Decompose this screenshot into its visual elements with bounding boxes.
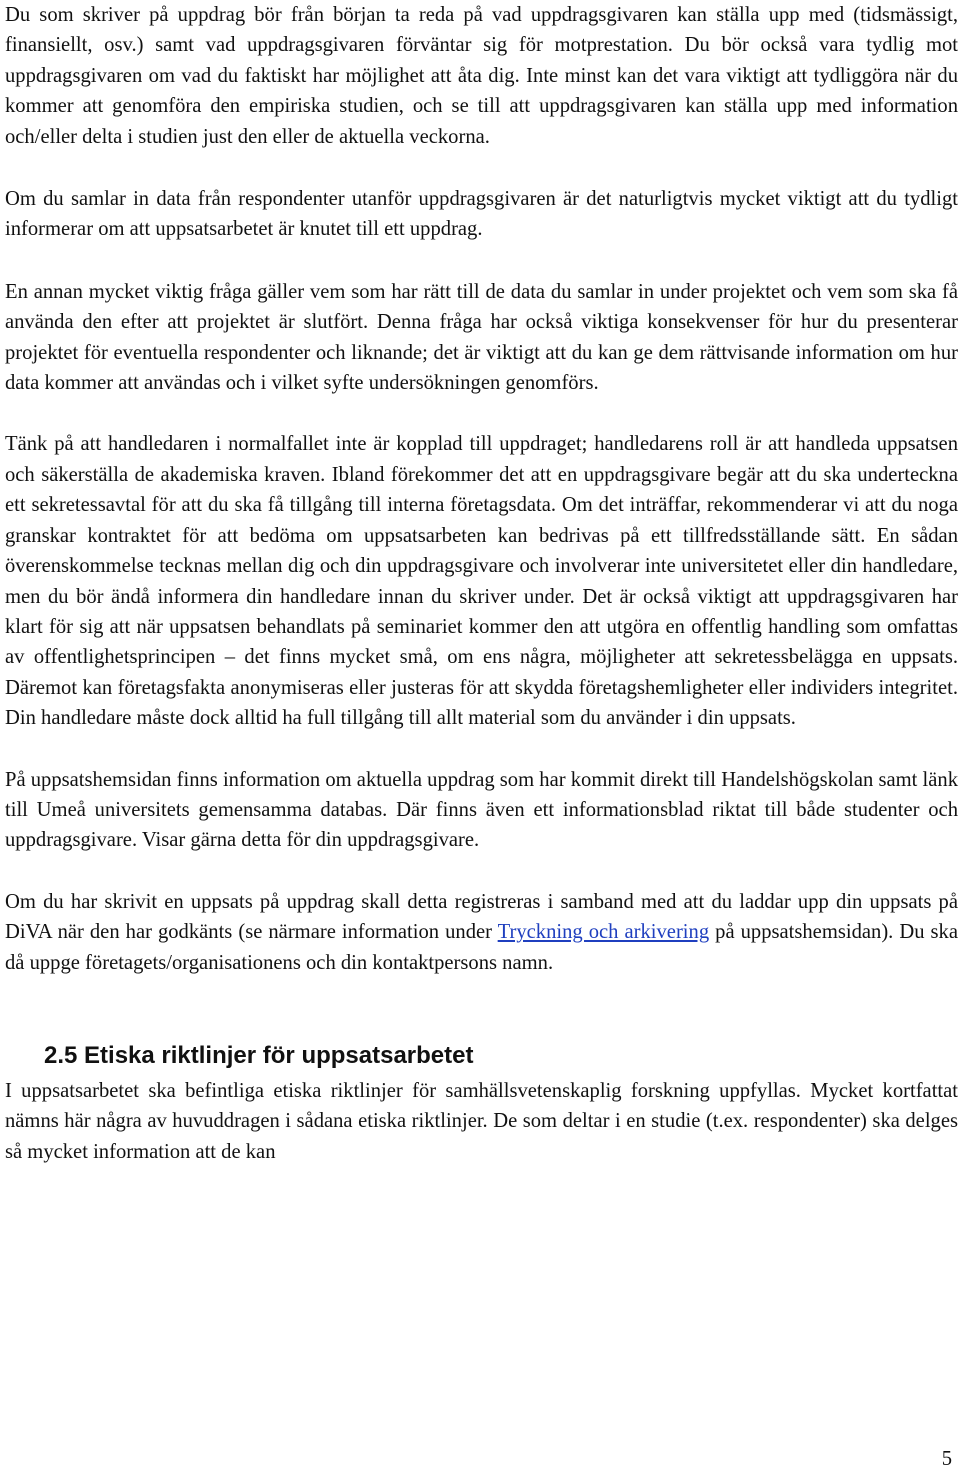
paragraph-external-respondents: Om du samlar in data från respondenter utanför uppdragsgivaren är det naturligtvis mycket viktigt att du tydligt informerar om att uppsatsarbetet är knutet till ett uppdrag. — [5, 188, 958, 241]
paragraph-ethical-guidelines: I uppsatsarbetet ska befintliga etiska riktlinjer för samhällsvetenskaplig forskning uppfyllas. Mycket kortfattat nämns här några av huvuddragen i sådana etiska riktlinjer. De som deltar i en studie (t.ex. respondenter) ska delges så mycket information att de kan — [5, 1079, 958, 1163]
document-page — [5, 0, 958, 1167]
paragraph-supervisor-confidentiality: Tänk på att handledaren i normalfallet inte är kopplad till uppdraget; handledarens roll är att handleda uppsatsen och säkerställa de akademiska kraven. Ibland förekommer det att en uppdragsgivare begär att du ska underteckna ett sekretessavtal för att du ska få tillgång till interna företagsdata. Om det inträffar, rekommenderar vi att du noga granskar kontraktet för att bedöma om uppsatsarbeten kan bedrivas på ett tillfredsställande sätt. En sådan överenskommelse tecknas mellan dig och din uppdragsgivare och involverar inte universitetet eller din handledare, men du bör ändå informera din handledare innan du skriver under. Det är också viktigt att uppdragsgivaren har klart för sig att när uppsatsen behandlats på seminariet kommer den att utgöra en offentlig handling som omfattas av offentlighetsprincipen – det finns mycket små, om ens några, möjligheter att sekretessbelägga en uppsats. Däremot kan företagsfakta anonymiseras eller justeras för att skydda företagshemligheter eller individers integritet. Din handledare måste dock alltid ha full tillgång till allt material som du använder i din uppsats. — [5, 433, 958, 730]
paragraph-assignment-expectations: Du som skriver på uppdrag bör från början ta reda på vad uppdragsgivaren kan ställa upp med (tidsmässigt, finansiellt, osv.) samt vad uppdragsgivaren förväntar sig för motprestation. Du bör också vara tydlig mot uppdragsgivaren om vad du faktiskt har möjlighet att åta dig. Inte minst kan det vara viktigt att tydliggöra när du kommer att genomföra den empiriska studien, och se till att uppdragsgivaren kan ställa upp med information och/eller delta i studien just den eller de aktuella veckorna. — [5, 4, 958, 148]
printing-archiving-link[interactable]: Tryckning och arkivering — [497, 921, 710, 944]
paragraph-data-ownership: En annan mycket viktig fråga gäller vem som har rätt till de data du samlar in under projektet och vem som ska få använda den efter att projektet är slutfört. Denna fråga har också viktiga konsekvenser för hur du presenterar projektet för eventuella respondenter och liknande; det är viktigt att du kan ge dem rättvisande information om hur data kommer att användas och i vilket syfte undersökningen genomförs. — [5, 280, 958, 395]
paragraph-diva-registration — [5, 887, 958, 978]
paragraph-diva-text-start: Om du har skrivit en uppsats på uppdrag skall detta registreras i samband med att du laddar upp din uppsats på DiVA när den har godkänts (se närmare information under — [5, 890, 958, 944]
paragraph-thesis-website: På uppsatshemsidan finns information om aktuella uppdrag som har kommit direkt till Handelshögskolan samt länk till Umeå universitets gemensamma databas. Där finns även ett informationsblad riktat till både studenter och uppdragsgivare. Visar gärna detta för din uppdragsgivare. — [5, 768, 958, 852]
page-number: 5 — [941, 1448, 952, 1470]
paragraph-diva-text-end: på uppsatshemsidan). Du ska då uppge företagets/organisationens och din kontaktpersons namn. — [5, 921, 958, 974]
section-heading: 2.5 Etiska riktlinjer för uppsatsarbetet — [44, 1041, 474, 1069]
